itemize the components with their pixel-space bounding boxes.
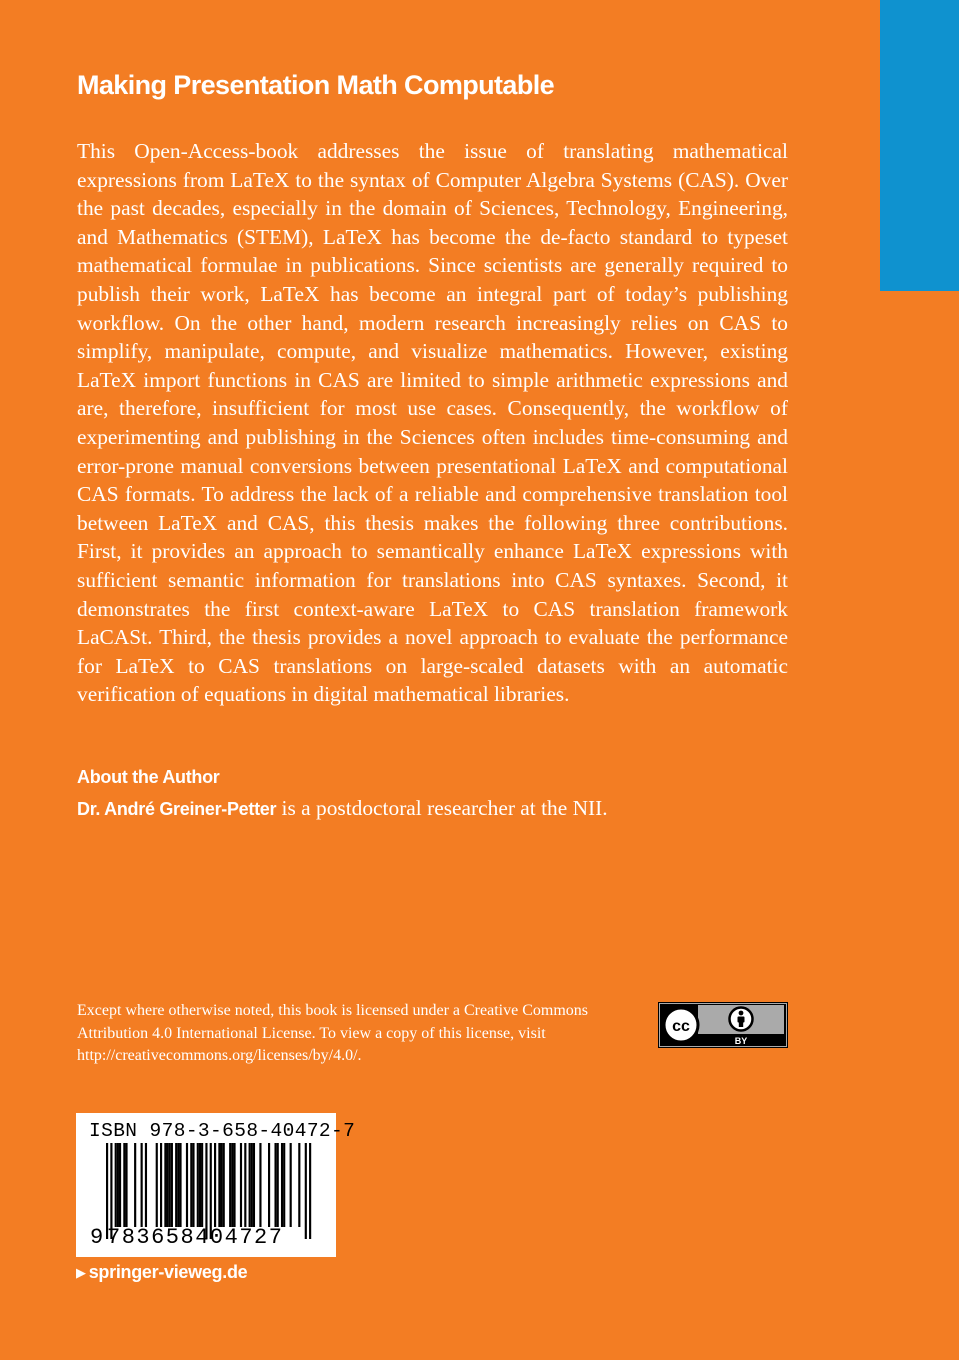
- barcode-bar: [190, 1143, 192, 1227]
- barcode-bar: [201, 1143, 203, 1227]
- barcode-bar: [281, 1143, 283, 1227]
- barcode-bar: [177, 1143, 179, 1227]
- barcode-bar: [186, 1143, 188, 1227]
- barcode-bar: [199, 1143, 201, 1227]
- isbn-barcode-block: [76, 1113, 356, 1257]
- book-abstract: This Open-Access-book addresses the issue of translating mathematical expressions from LaTeX to the syntax of Computer Algebra Systems (CAS). Over the past decades, especially in the domain of Sciences, Technology, Engineering, and Mathematics (STEM), LaTeX has become the de-facto standard to typeset mathematical formulae in publications. Since scientists are generally required to publish their work, LaTeX has become an integral part of today’s publishing workflow. On the other hand, modern research increasingly relies on CAS to simplify, manipulate, compute, and visualize mathematics. However, existing LaTeX import functions in CAS are limited to simple arithmetic expressions and are, therefore, insufficient for most use cases. Consequently, the workflow of experimenting and publishing in the Sciences often includes time-consuming and error-prone manual conversions between presentational LaTeX and computational CAS formats. To address the lack of a reliable and comprehensive translation tool between LaTeX and CAS, this thesis makes the following three contributions. First, it provides an approach to semantically enhance LaTeX expressions with sufficient semantic information for translations into CAS syntaxes. Second, it demonstrates the first context-aware LaTeX to CAS translation framework LaCASt. Third, the thesis provides a novel approach to evaluate the performance for LaTeX to CAS translations on large-scaled datasets with an automatic verification of equations in digital mathematical libraries.: [77, 139, 788, 707]
- barcode-bar: [166, 1143, 168, 1227]
- barcode-bar: [214, 1143, 216, 1227]
- barcode-bar: [169, 1143, 171, 1227]
- barcode-bar: [268, 1143, 270, 1227]
- ean-digits: 783658404727: [107, 1225, 284, 1250]
- cc-label: cc: [672, 1018, 690, 1035]
- by-label: BY: [734, 1036, 748, 1046]
- barcode-bar: [231, 1143, 233, 1227]
- barcode-bar: [218, 1143, 220, 1227]
- barcode-bar: [175, 1143, 177, 1227]
- play-arrow-icon: ▶: [76, 1264, 86, 1280]
- license-notice: Except where otherwise noted, this book is licensed under a Creative Commons Attribution 4.0 International License. To view a copy of this license, visit http://creativecommons.org/licenses/by/4.0/.: [77, 1002, 588, 1064]
- barcode-bar: [192, 1143, 194, 1227]
- barcode-bar: [290, 1143, 292, 1227]
- isbn-label: ISBN 978-3-658-40472-7: [89, 1120, 356, 1142]
- barcode-bar: [253, 1143, 255, 1227]
- barcode-bar: [164, 1143, 166, 1227]
- barcode-bar: [123, 1143, 125, 1227]
- barcode-bar: [197, 1143, 199, 1227]
- barcode-bar: [309, 1143, 311, 1239]
- author-bio-text: is a postdoctoral researcher at the NII.: [276, 796, 608, 820]
- barcode-bar: [298, 1143, 300, 1227]
- barcode-bar: [125, 1143, 127, 1227]
- barcode-bar: [244, 1143, 246, 1227]
- barcode-bar: [145, 1143, 147, 1227]
- barcode-bar: [249, 1143, 251, 1227]
- barcode-bar: [160, 1143, 162, 1227]
- ean-first-digit: 9: [90, 1225, 104, 1250]
- publisher-website-link: springer-vieweg.de: [88, 1262, 248, 1282]
- cc-by-license-badge: [658, 1002, 788, 1048]
- barcode-bar: [156, 1143, 158, 1227]
- barcode-bar: [277, 1143, 279, 1227]
- author-name: Dr. André Greiner-Petter: [77, 799, 277, 819]
- barcode-bar: [220, 1143, 222, 1227]
- barcode-bar: [223, 1143, 225, 1227]
- barcode-bar: [233, 1143, 235, 1227]
- barcode-bar: [283, 1143, 285, 1227]
- cc-icon: [664, 1008, 698, 1042]
- barcode-bar: [274, 1143, 276, 1227]
- barcode-bar: [171, 1143, 173, 1227]
- barcode-bar: [134, 1143, 136, 1227]
- barcode-bar: [305, 1143, 307, 1239]
- about-author-heading: About the Author: [77, 767, 220, 787]
- book-title: Making Presentation Math Computable: [77, 70, 555, 100]
- barcode-bar: [141, 1143, 143, 1227]
- barcode-bar: [117, 1143, 119, 1227]
- barcode-bar: [229, 1143, 231, 1227]
- publisher-website: [76, 1262, 247, 1283]
- author-bio: [77, 794, 608, 823]
- barcode-bar: [115, 1143, 117, 1227]
- barcode-bar: [251, 1143, 253, 1227]
- barcode-bar: [240, 1143, 242, 1227]
- attribution-person-icon: [730, 1008, 753, 1031]
- barcode-bar: [259, 1143, 261, 1227]
- barcode-bar: [119, 1143, 121, 1227]
- barcode-bar: [179, 1143, 181, 1227]
- blue-edge-tab: [880, 0, 959, 291]
